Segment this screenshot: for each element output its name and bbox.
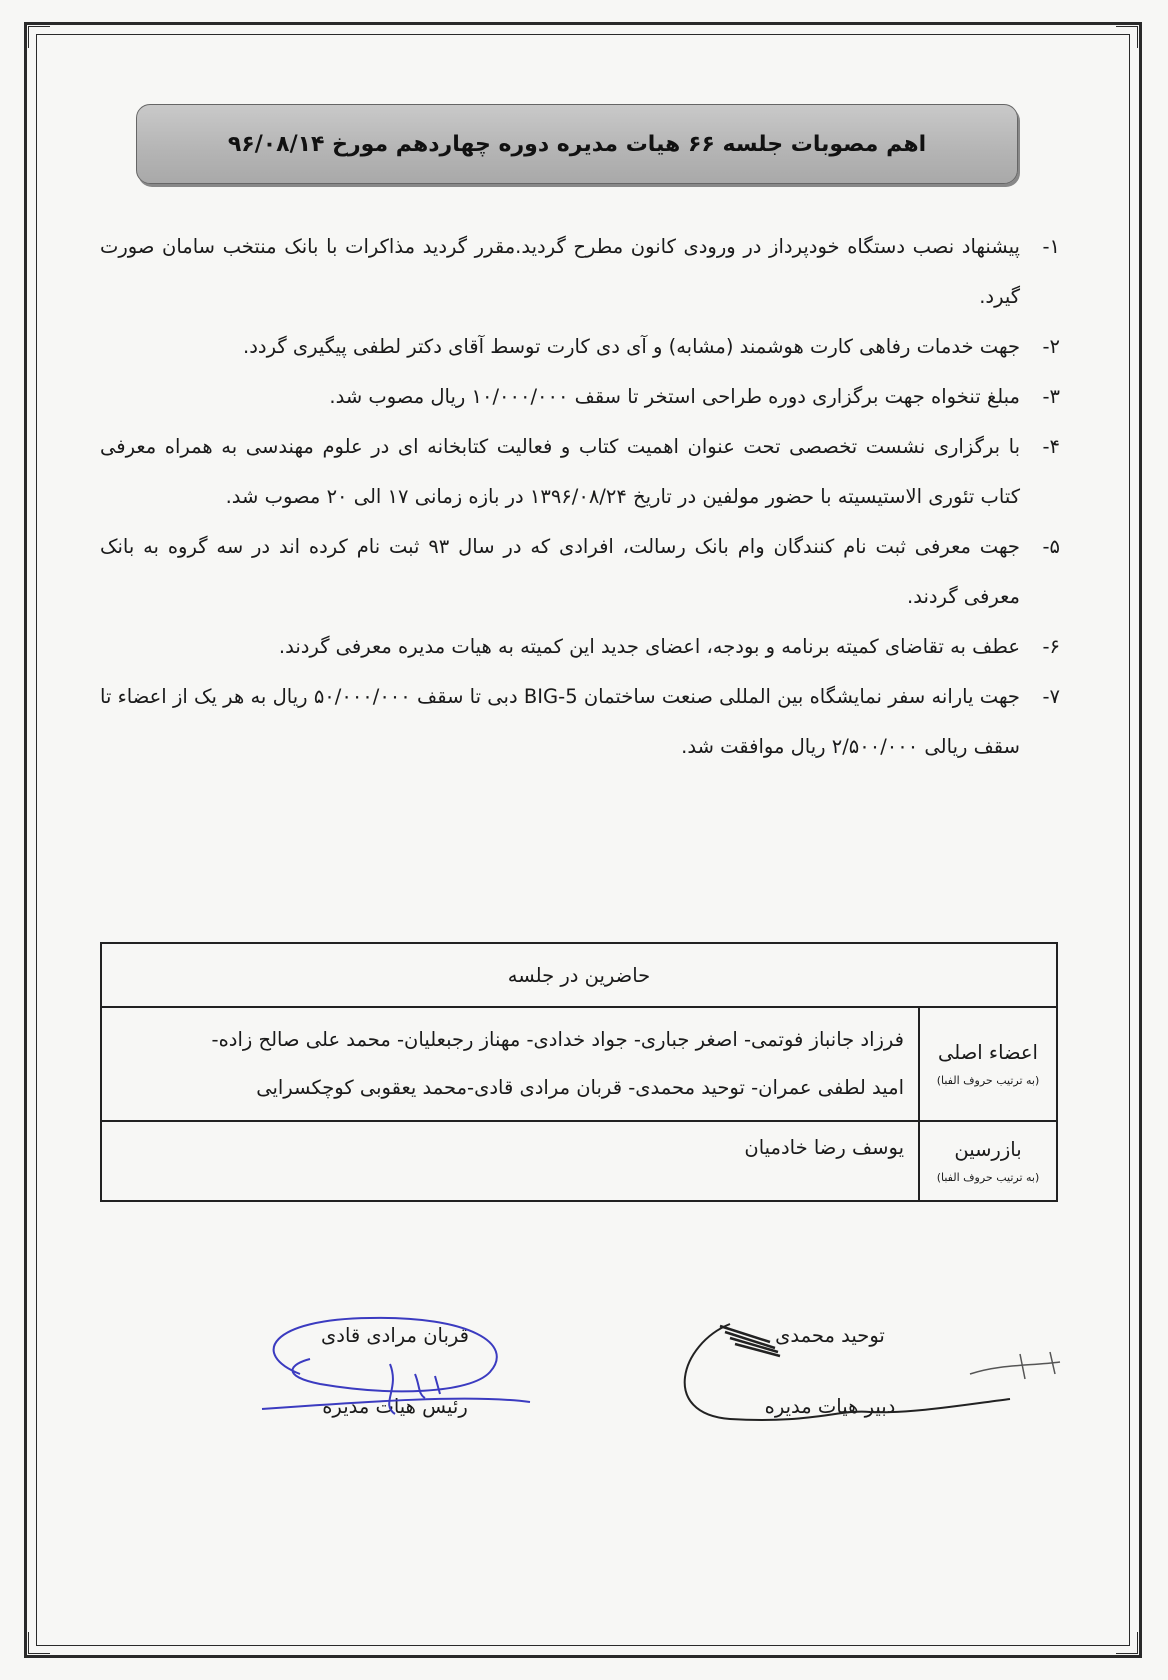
item-text: عطف به تقاضای کمیته برنامه و بودجه، اعضای جدید این کمیته به هیات مدیره معرفی گردند. (278, 635, 1020, 658)
secretary-name: توحید محمدی (775, 1324, 885, 1347)
border-corner (28, 26, 50, 48)
table-row (101, 1007, 1057, 1121)
attendees-heading: حاضرین در جلسه (101, 943, 1057, 1007)
border-corner (1116, 26, 1138, 48)
item-text: مبلغ تنخواه جهت برگزاری دوره طراحی استخر تا سقف ۱۰/۰۰۰/۰۰۰ ریال مصوب شد. (329, 385, 1020, 408)
signature-block-chairman (280, 1324, 510, 1418)
item-number: ۴- (1042, 435, 1060, 458)
item-number: ۷- (1042, 685, 1060, 708)
item-text: جهت خدمات رفاهی کارت هوشمند (مشابه) و آی دی کارت توسط آقای دکتر لطفی پیگیری گردد. (243, 335, 1020, 358)
main-members-label (919, 1007, 1057, 1121)
item-text: پیشنهاد نصب دستگاه خودپرداز در ورودی کانون مطرح گردید.مقرر گردید مذاکرات با بانک منتخب سامان صورت گیرد. (100, 235, 1020, 308)
signature-block-secretary (730, 1324, 930, 1418)
list-item (100, 672, 1060, 772)
item-text: جهت یارانه سفر نمایشگاه بین المللی صنعت ساختمان BIG-5 دبی تا سقف ۵۰/۰۰۰/۰۰۰ ریال به هر یک از اعضاء تا سقف ریالی ۲/۵۰۰/۰۰۰ ریال موافقت شد. (100, 685, 1020, 758)
item-number: ۱- (1042, 235, 1060, 258)
item-number: ۵- (1042, 535, 1060, 558)
table-row (101, 1121, 1057, 1201)
border-corner (28, 1632, 50, 1654)
list-item (100, 622, 1060, 672)
chairman-role: رئیس هیات مدیره (322, 1395, 468, 1418)
inspectors-sort-note: (به ترتیب حروف الفبا) (936, 1171, 1040, 1184)
item-number: ۲- (1042, 335, 1060, 358)
item-number: ۳- (1042, 385, 1060, 408)
main-members-title: اعضاء اصلی (938, 1041, 1038, 1064)
signature-scribble (670, 1304, 1090, 1434)
signature-scribble (240, 1314, 540, 1424)
item-text: جهت معرفی ثبت نام کنندگان وام بانک رسالت، افرادی که در سال ۹۳ ثبت نام کرده اند در سه گروه به بانک معرفی گردند. (100, 535, 1020, 608)
inspectors-title: بازرسین (954, 1138, 1022, 1161)
list-item (100, 372, 1060, 422)
secretary-role: دبیر هیات مدیره (764, 1395, 896, 1418)
title-banner (136, 104, 1018, 184)
inspectors-value: یوسف رضا خادمیان (101, 1121, 919, 1201)
resolutions-list (100, 222, 1060, 772)
list-item (100, 322, 1060, 372)
main-members-line-1: فرزاد جانباز فوتمی- اصغر جباری- جواد خدادی- مهناز رجبعلیان- محمد علی صالح زاده- (211, 1028, 904, 1051)
main-members-line-2: امید لطفی عمران- توحید محمدی- قربان مرادی قادی-محمد یعقوبی کوچکسرایی (256, 1076, 904, 1099)
border-corner (1116, 1632, 1138, 1654)
list-item (100, 422, 1060, 522)
chairman-name: قربان مرادی قادی (321, 1324, 469, 1347)
main-members-sort-note: (به ترتیب حروف الفبا) (936, 1074, 1040, 1087)
list-item (100, 522, 1060, 622)
item-number: ۶- (1042, 635, 1060, 658)
attendees-table (100, 942, 1058, 1202)
item-text: با برگزاری نشست تخصصی تحت عنوان اهمیت کتاب و فعالیت کتابخانه ای در علوم مهندسی به همراه معرفی کتاب تئوری الاستیسیته با حضور مولفین در تاریخ ۱۳۹۶/۰۸/۲۴ در بازه زمانی ۱۷ الی ۲۰ مصوب شد. (100, 435, 1020, 508)
main-members-value (101, 1007, 919, 1121)
inspectors-label (919, 1121, 1057, 1201)
page-title: اهم مصوبات جلسه ۶۶ هیات مدیره دوره چهاردهم مورخ ۹۶/۰۸/۱۴ (227, 131, 927, 157)
list-item (100, 222, 1060, 322)
